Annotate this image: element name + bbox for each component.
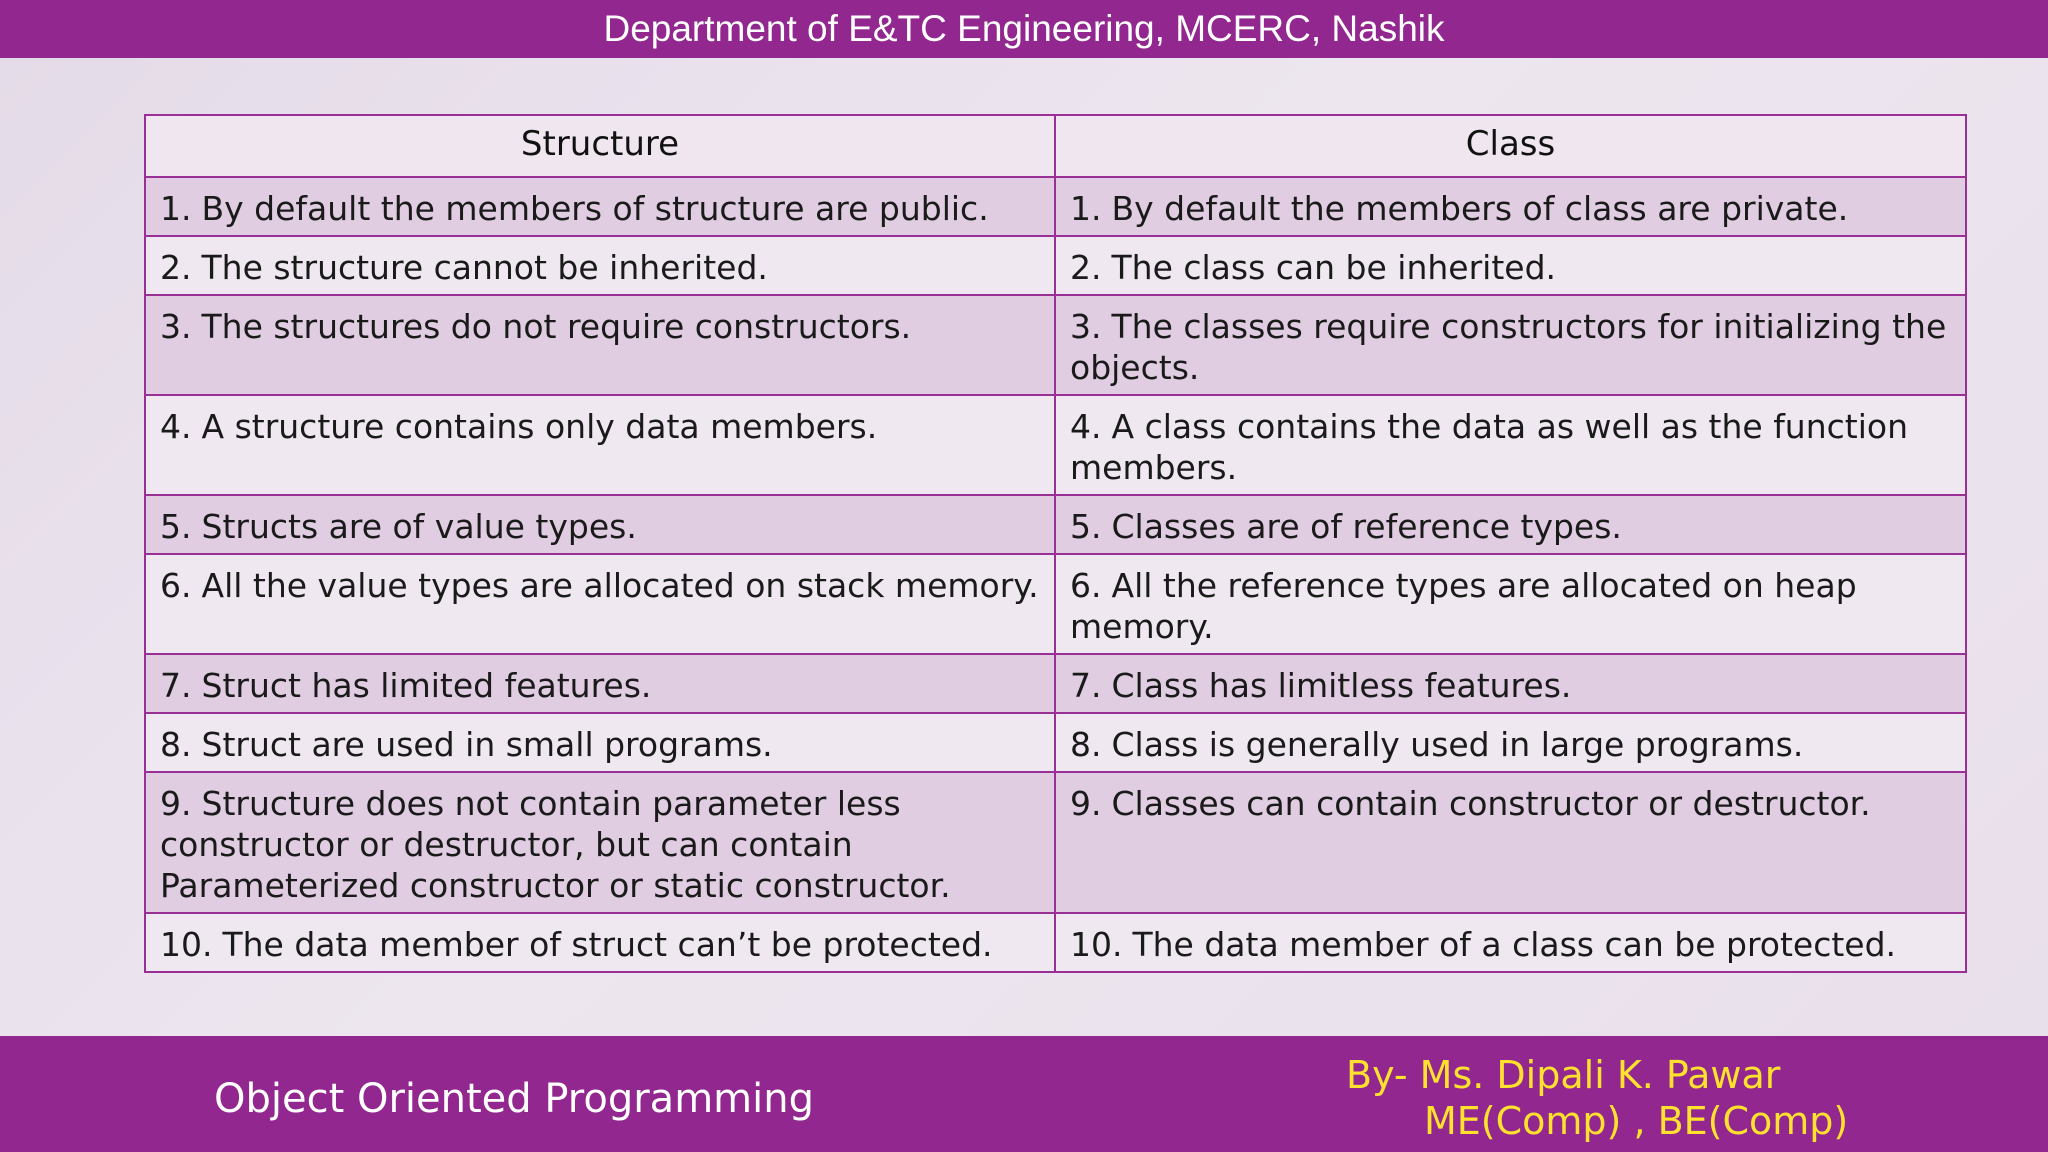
item-number: 8. [160, 725, 192, 764]
item-text: Struct has limited features. [201, 666, 652, 705]
item-number: 7. [1070, 666, 1102, 705]
page-title: Department of E&TC Engineering, MCERC, Nashik [603, 8, 1445, 49]
structure-cell [145, 654, 1055, 713]
item-text: A class contains the data as well as the function members. [1070, 407, 1908, 487]
class-cell [1055, 395, 1966, 495]
item-number: 1. [160, 189, 192, 228]
item-number: 6. [160, 566, 192, 605]
item-number: 1. [1070, 189, 1102, 228]
table-row [145, 554, 1966, 654]
structure-cell [145, 177, 1055, 236]
structure-cell [145, 554, 1055, 654]
comparison-table [144, 114, 1967, 973]
author-name: By- Ms. Dipali K. Pawar [1346, 1053, 1781, 1097]
class-cell [1055, 554, 1966, 654]
course-title: Object Oriented Programming [214, 1076, 814, 1122]
structure-cell [145, 913, 1055, 972]
item-text: All the value types are allocated on stack memory. [201, 566, 1039, 605]
item-number: 5. [1070, 507, 1102, 546]
class-cell [1055, 654, 1966, 713]
item-text: Classes can contain constructor or destructor. [1111, 784, 1871, 823]
footer-bar [0, 1036, 2048, 1152]
item-number: 6. [1070, 566, 1102, 605]
table-row [145, 654, 1966, 713]
item-number: 10. [1070, 925, 1123, 964]
item-text: Classes are of reference types. [1111, 507, 1622, 546]
table-row [145, 713, 1966, 772]
item-number: 5. [160, 507, 192, 546]
table-row [145, 395, 1966, 495]
class-cell [1055, 772, 1966, 913]
item-text: The data member of a class can be protected. [1132, 925, 1897, 964]
item-number: 10. [160, 925, 213, 964]
item-text: Class has limitless features. [1111, 666, 1572, 705]
structure-cell [145, 295, 1055, 395]
item-number: 4. [1070, 407, 1102, 446]
item-text: By default the members of structure are public. [201, 189, 989, 228]
item-text: The structure cannot be inherited. [201, 248, 768, 287]
structure-cell [145, 495, 1055, 554]
item-number: 9. [1070, 784, 1102, 823]
class-cell [1055, 913, 1966, 972]
header-bar [0, 0, 2048, 58]
item-text: A structure contains only data members. [201, 407, 878, 446]
table-header-row [145, 115, 1966, 177]
table-row [145, 913, 1966, 972]
class-cell [1055, 236, 1966, 295]
item-text: Structs are of value types. [201, 507, 637, 546]
table-row [145, 177, 1966, 236]
author-credit [1346, 1052, 1848, 1144]
item-text: The classes require constructors for initializing the objects. [1070, 307, 1947, 387]
slide-content [0, 58, 2048, 1036]
structure-cell [145, 713, 1055, 772]
item-number: 8. [1070, 725, 1102, 764]
structure-cell [145, 772, 1055, 913]
column-header-class: Class [1055, 115, 1966, 177]
table-row [145, 295, 1966, 395]
item-text: The class can be inherited. [1111, 248, 1557, 287]
class-cell [1055, 495, 1966, 554]
class-cell [1055, 713, 1966, 772]
class-cell [1055, 295, 1966, 395]
item-number: 4. [160, 407, 192, 446]
item-text: Structure does not contain parameter less constructor or destructor, but can contain Parameterized constructor or static constructor. [160, 784, 951, 905]
author-qualifications: ME(Comp) , BE(Comp) [1424, 1099, 1849, 1143]
item-text: Struct are used in small programs. [201, 725, 773, 764]
item-text: The structures do not require constructors. [201, 307, 912, 346]
table-row [145, 236, 1966, 295]
item-text: Class is generally used in large programs. [1111, 725, 1804, 764]
item-text: The data member of struct can’t be protected. [222, 925, 993, 964]
item-number: 9. [160, 784, 192, 823]
item-text: All the reference types are allocated on heap memory. [1070, 566, 1857, 646]
table-row [145, 772, 1966, 913]
structure-cell [145, 395, 1055, 495]
class-cell [1055, 177, 1966, 236]
column-header-structure: Structure [145, 115, 1055, 177]
structure-cell [145, 236, 1055, 295]
item-number: 2. [160, 248, 192, 287]
item-number: 3. [160, 307, 192, 346]
item-number: 7. [160, 666, 192, 705]
item-number: 2. [1070, 248, 1102, 287]
item-number: 3. [1070, 307, 1102, 346]
table-row [145, 495, 1966, 554]
item-text: By default the members of class are private. [1111, 189, 1849, 228]
